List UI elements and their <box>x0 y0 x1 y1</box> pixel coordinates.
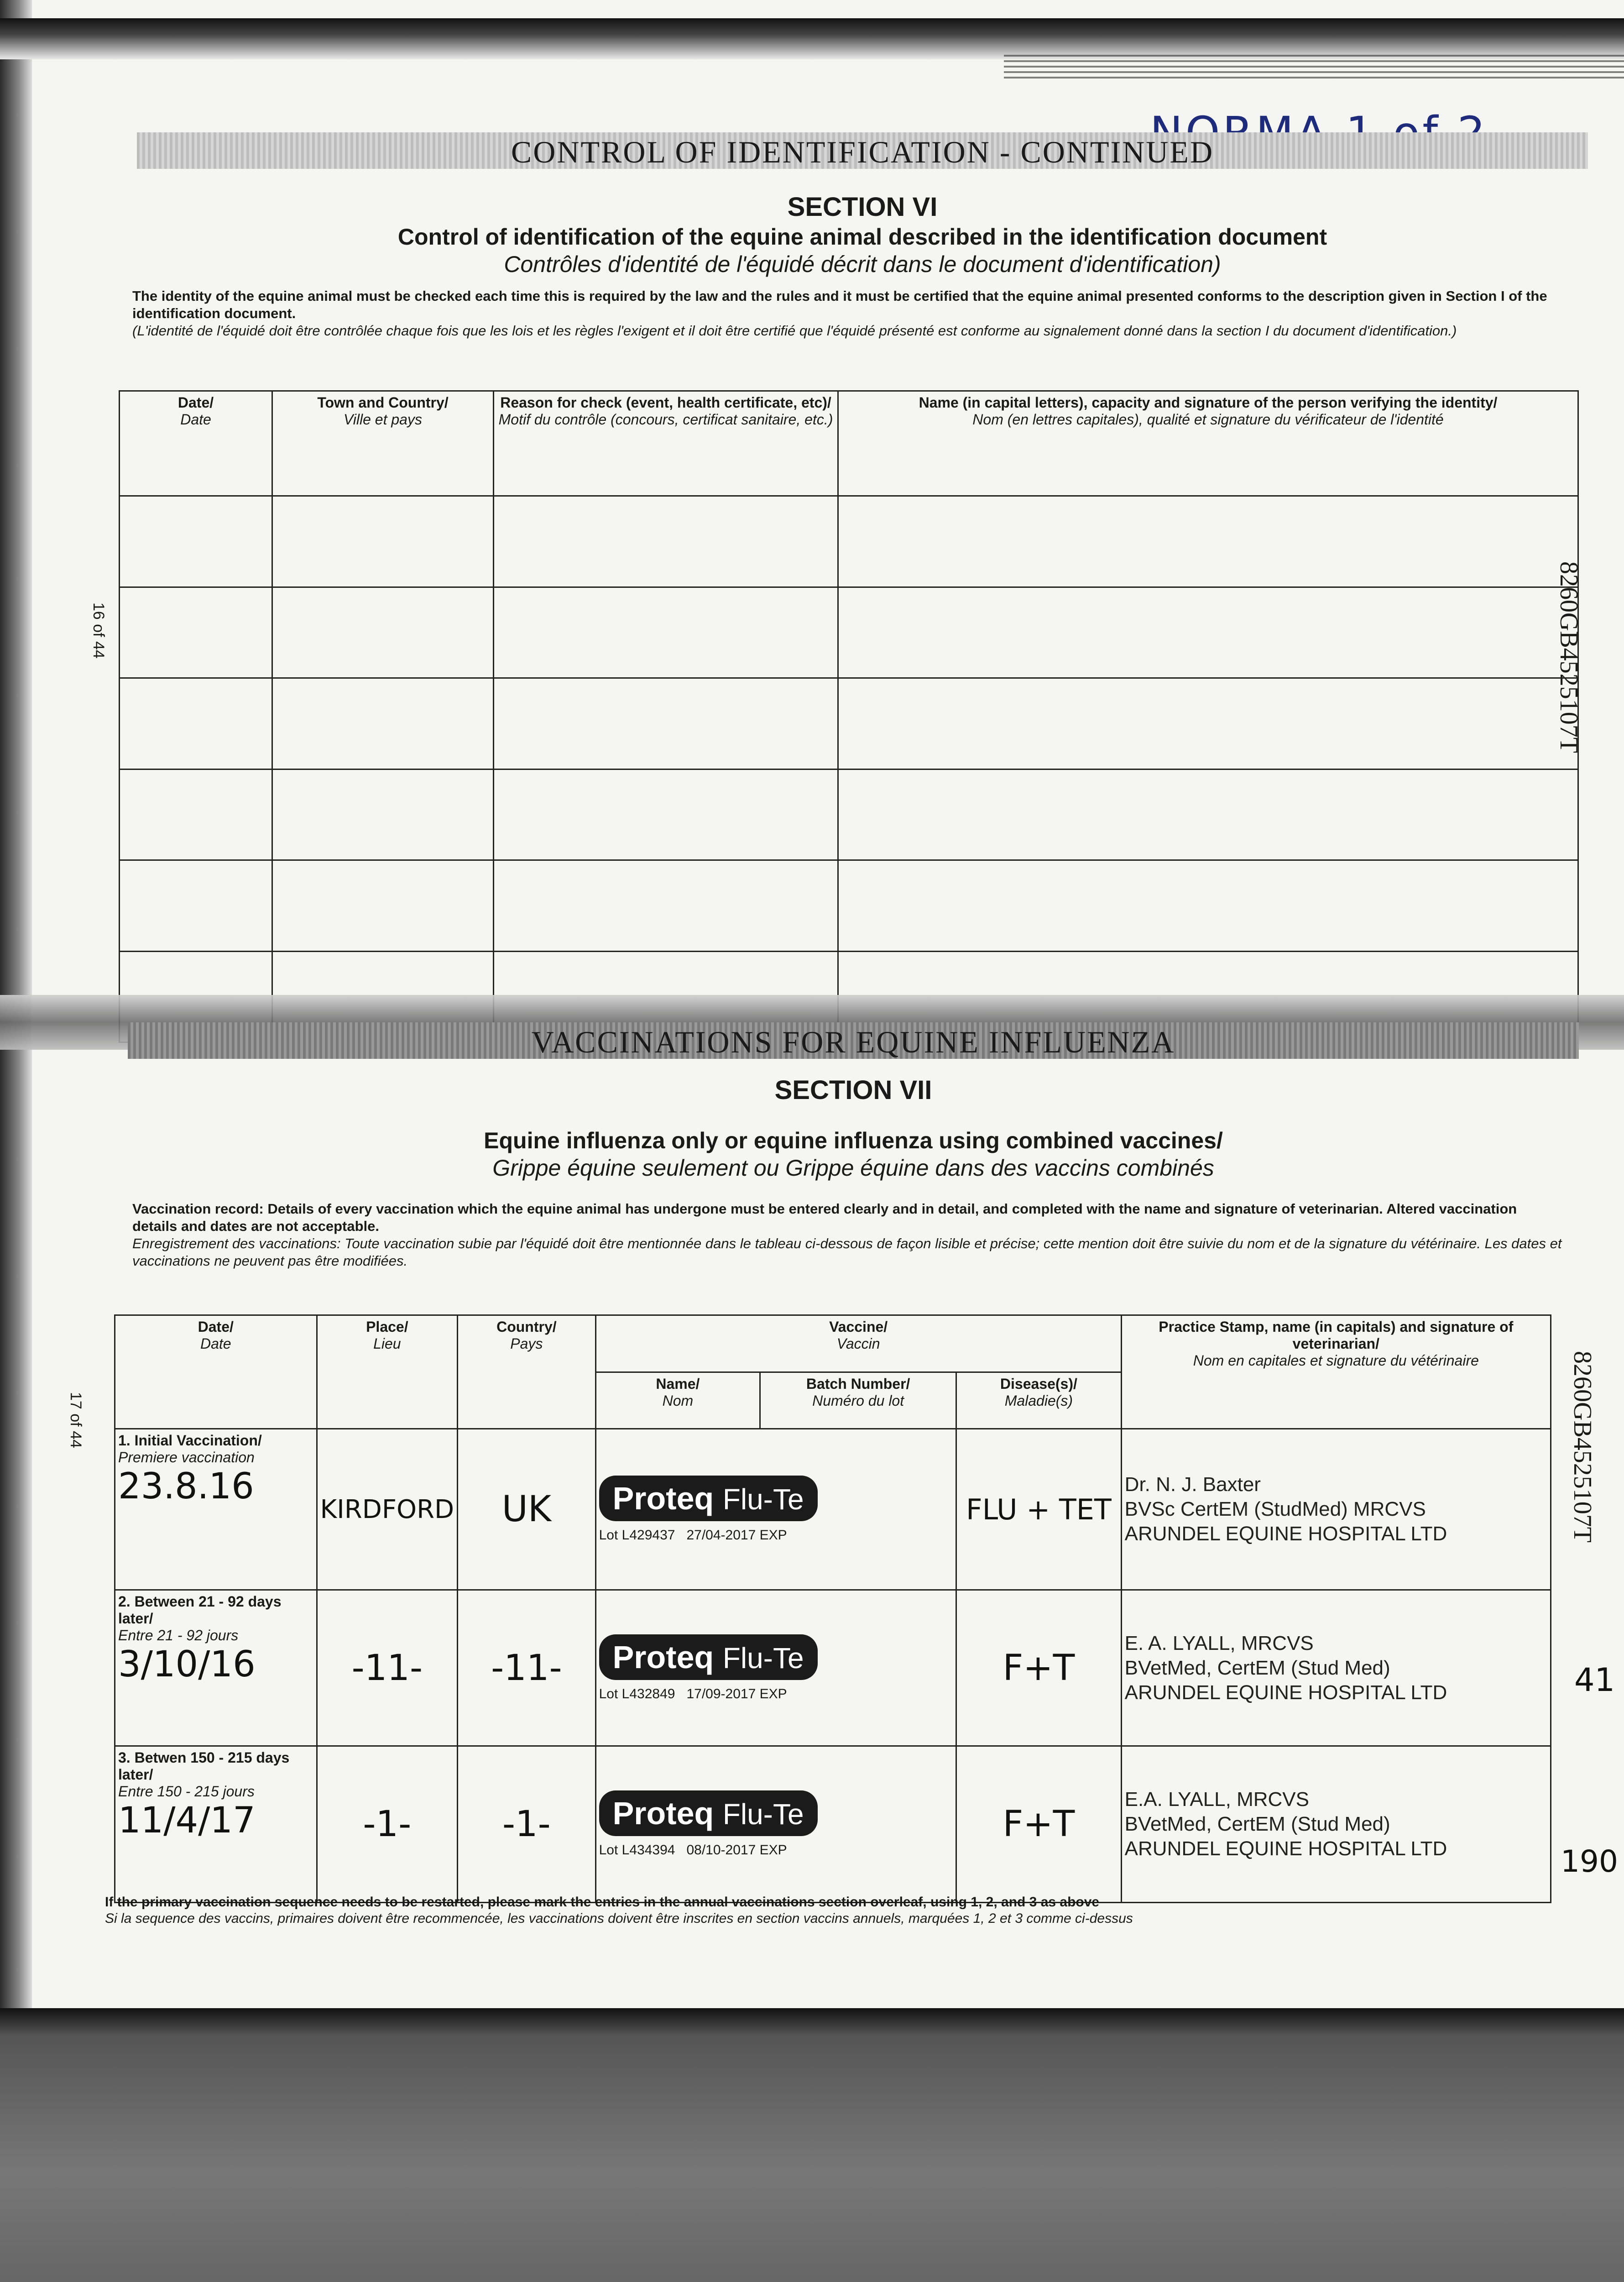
table-row: 2. Between 21 - 92 days later/ Entre 21 - 92 jours 3/10/16 -11- -11- Proteq Flu-Te Lot L432849 17/09-2017 EXP F+T E. A. LYALL, MRCVS BVetMed, CertEM (Stud Med) ARUNDEL EQUINE HOSPITAL LTD <box>115 1590 1551 1746</box>
side-code-top: 8260GB4525107T <box>1555 561 1583 753</box>
margin-note: 190 <box>1561 1844 1618 1879</box>
vacc-country: -1- <box>458 1746 595 1903</box>
section-vii-intro <box>132 1200 1565 1270</box>
col-stamp: Practice Stamp, name (in capitals) and signature of veterinarian/ Nom en capitales et signature du vétérinaire <box>1121 1315 1551 1429</box>
section-vi-intro <box>132 288 1565 340</box>
vacc-date: 23.8.16 <box>118 1466 254 1507</box>
col-date: Date/ Date <box>115 1315 317 1429</box>
col-town: Town and Country/ Ville et pays <box>272 391 494 496</box>
vaccination-footnote: If the primary vaccination sequence needs to be restarted, please mark the entries in the annual vaccinations section overleaf, using 1, 2, and 3 as above Si la sequence des vaccins, primaires doivent être recommencée, les vaccinations doivent être inscrites en section vaccins annuels, marquées 1, 2 et 3 comme ci-dessus <box>105 1895 1133 1926</box>
vacc-disease: F+T <box>956 1746 1122 1903</box>
table-row <box>120 769 1578 860</box>
table-row <box>120 496 1578 587</box>
section-vii-band <box>128 1022 1579 1059</box>
table-row <box>120 860 1578 952</box>
intro-fr: (L'identité de l'équidé doit être contrôlée chaque fois que les lois et les règles l'exigent et il doit être certifié que l'équidé présenté est conforme au signalement donné dans la section I du document d'identification.) <box>132 323 1457 339</box>
vacc-place: -1- <box>317 1746 458 1903</box>
vacc-place: KIRDFORD <box>317 1429 458 1590</box>
table-header-row <box>120 391 1578 496</box>
scan-lines <box>1004 55 1624 82</box>
col-date: Date/ Date <box>120 391 272 496</box>
section-vi-title: Control of identification of the equine animal described in the identification document <box>397 224 1327 250</box>
vet-stamp: E.A. LYALL, MRCVS BVetMed, CertEM (Stud Med) ARUNDEL EQUINE HOSPITAL LTD <box>1121 1746 1551 1903</box>
page-number-17: 17 of 44 <box>67 1392 84 1448</box>
vacc-disease: FLU + TET <box>956 1429 1122 1590</box>
col-place: Place/ Lieu <box>317 1315 458 1429</box>
vaccine-label <box>595 1590 956 1746</box>
proteq-logo: Proteq Flu-Te <box>599 1790 818 1836</box>
vaccination-table <box>114 1314 1551 1903</box>
vacc-country: UK <box>458 1429 595 1590</box>
table-row: 1. Initial Vaccination/ Premiere vaccination 23.8.16 KIRDFORD UK Proteq Flu-Te Lot L429437 27/04-2017 EXP FLU + TET Dr. N. J. Baxter BVSc CertEM (StudMed) MRCVS ARUNDEL EQUINE HOSPITAL LTD <box>115 1429 1551 1590</box>
section-vii-title: Equine influenza only or equine influenza using combined vaccines/ <box>484 1128 1223 1153</box>
identity-check-table <box>119 390 1579 1043</box>
intro-en: The identity of the equine animal must be checked each time this is required by the law and the rules and it must be certified that the equine animal presented conforms to the description given in Section I of the identification document. <box>132 288 1547 321</box>
proteq-logo: Proteq Flu-Te <box>599 1476 818 1521</box>
vaccine-label <box>595 1746 956 1903</box>
section-vii-heading: SECTION VII <box>774 1075 932 1105</box>
vacc-intro-fr: Enregistrement des vaccinations: Toute vaccination subie par l'équidé doit être mentionnée dans le tableau ci-dessous de façon lisible et précise; cette mention doit être suivie du nom et de la signature du vétérinaire. Les dates et vaccinations ne peuvent pas être modifiées. <box>132 1235 1562 1269</box>
lot-info: Lot L432849 17/09-2017 EXP <box>599 1686 787 1701</box>
vacc-date: 3/10/16 <box>118 1643 256 1685</box>
section-vii-band-title: VACCINATIONS FOR EQUINE INFLUENZA <box>531 1025 1175 1059</box>
side-code-bottom: 8260GB4525107T <box>1568 1351 1597 1543</box>
table-row <box>120 587 1578 678</box>
section-vii-title-fr: Grippe équine seulement ou Grippe équine dans des vaccins combinés <box>492 1155 1214 1181</box>
section-vi-band <box>137 132 1588 169</box>
table-row <box>120 678 1578 769</box>
margin-note: 41 <box>1574 1661 1615 1699</box>
lot-info: Lot L429437 27/04-2017 EXP <box>599 1528 787 1543</box>
vet-stamp: E. A. LYALL, MRCVS BVetMed, CertEM (Stud Med) ARUNDEL EQUINE HOSPITAL LTD <box>1121 1590 1551 1746</box>
lot-info: Lot L434394 08/10-2017 EXP <box>599 1842 787 1858</box>
proteq-logo: Proteq Flu-Te <box>599 1634 818 1680</box>
table-row: 3. Betwen 150 - 215 days later/ Entre 150 - 215 jours 11/4/17 -1- -1- Proteq Flu-Te Lot L434394 08/10-2017 EXP F+T E.A. LYALL, MRCVS BVetMed, CertEM (Stud Med) ARUNDEL EQUINE HOSPITAL LTD <box>115 1746 1551 1903</box>
vacc-intro-en: Vaccination record: Details of every vaccination which the equine animal has undergone must be entered clearly and in detail, and completed with the name and signature of veterinarian. Altered vaccination details and dates are not acceptable. <box>132 1201 1517 1234</box>
scan-bottom-edge <box>0 2008 1624 2282</box>
vacc-place: -11- <box>317 1590 458 1746</box>
page-number-16: 16 of 44 <box>90 602 107 659</box>
vaccine-label <box>595 1429 956 1590</box>
col-country: Country/ Pays <box>458 1315 595 1429</box>
col-verifier: Name (in capital letters), capacity and signature of the person verifying the identity/ Nom (en lettres capitales), qualité et signature du vérificateur de l'identité <box>838 391 1578 496</box>
col-disease: Disease(s)/ Maladie(s) <box>956 1372 1122 1429</box>
vacc-date: 11/4/17 <box>118 1800 256 1842</box>
vet-stamp: Dr. N. J. Baxter BVSc CertEM (StudMed) MRCVS ARUNDEL EQUINE HOSPITAL LTD <box>1121 1429 1551 1590</box>
col-name: Name/ Nom <box>595 1372 760 1429</box>
vacc-disease: F+T <box>956 1590 1122 1746</box>
section-vi-heading: SECTION VI <box>787 192 938 222</box>
section-vi-title-fr: Contrôles d'identité de l'équidé décrit dans le document d'identification) <box>504 251 1221 277</box>
col-reason: Reason for check (event, health certificate, etc)/ Motif du contrôle (concours, certificat sanitaire, etc.) <box>494 391 838 496</box>
col-batch: Batch Number/ Numéro du lot <box>760 1372 956 1429</box>
section-vi-band-title: CONTROL OF IDENTIFICATION - CONTINUED <box>511 135 1214 169</box>
col-vaccine: Vaccine/ Vaccin <box>595 1315 1121 1372</box>
vacc-country: -11- <box>458 1590 595 1746</box>
scan-top-edge <box>0 18 1624 59</box>
